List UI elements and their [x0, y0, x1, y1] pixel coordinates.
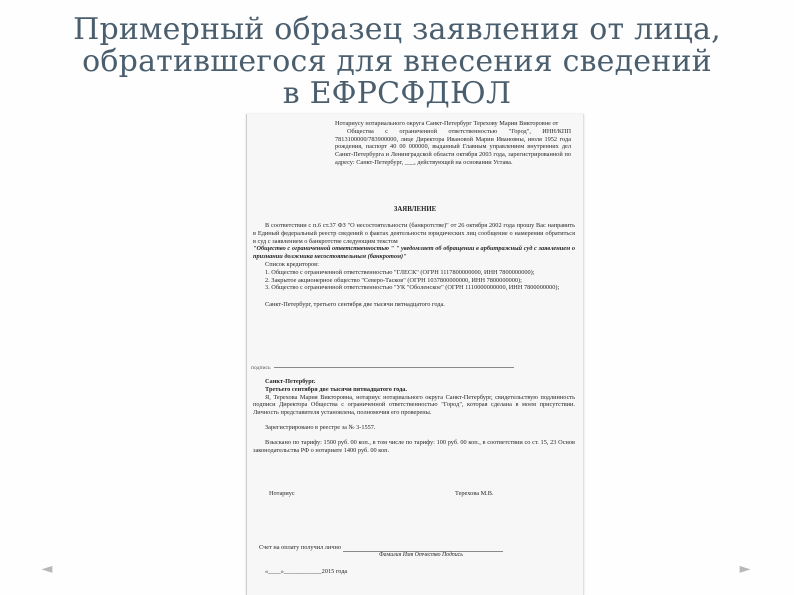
cert-fee: Взыскано по тарифу: 1500 руб. 00 коп., в том числе по тарифу: 100 руб. 00 коп., в соответствии со ст. 15, 23 Основ законодательства РФ о нотариате 1400 руб. 00 коп. [253, 438, 575, 454]
notary-signature-row [269, 490, 569, 498]
payment-label: Счет на оплату получил лично [259, 544, 342, 551]
slide-title-line: обратившегося для внесения сведений [82, 44, 712, 79]
previous-slide-icon[interactable]: ◄ [41, 561, 53, 577]
signature-note-line [251, 365, 577, 373]
slide-title [20, 14, 774, 110]
signature-left-label: Нотариус [269, 490, 295, 497]
payment-line [259, 544, 575, 552]
addressee-line: Нотариусу нотариального округа Санкт-Петербург Терехову Марии Викторовне от [335, 120, 559, 127]
notary-certification [253, 378, 575, 454]
slide-title-line: в ЕФРСФДЮЛ [282, 76, 512, 111]
scanned-application-document [246, 114, 584, 595]
document-heading: ЗАЯВЛЕНИЕ [393, 206, 437, 213]
creditor-item: 1. Общество с ограниченной ответственностью "ГЛЕСК" (ОГРН 1117800000000, ИНН 7800000000); [265, 268, 535, 276]
signature-right-name: Терехова М.В. [455, 490, 494, 497]
creditor-item: 2. Закрытое акционерное общество "Северо-Тасков" (ОГРН 1037800000000, ИНН 7800000000); [265, 276, 522, 284]
signature-rule [274, 367, 514, 368]
creditor-list-heading: Список кредиторов: [265, 260, 319, 268]
creditor-item: 3. Общество с ограниченной ответственностью "УК "Оболенское" (ОГРН 1110000000000, ИНН 7800000000); [265, 284, 560, 292]
slide-title-line: Примерный образец заявления от лица, [73, 12, 721, 47]
payment-date-line: «____»____________2015 года [265, 567, 348, 575]
payment-caption: Фамилия Имя Отчество Подпись [379, 551, 463, 558]
body-date: Санкт-Петербург, третьего сентября две тысячи пятнадцатого года. [265, 301, 445, 309]
cert-text: Я, Терехова Мария Викторовна, нотариус нотариального округа Санкт-Петербург, свидетельствую подлинность подписи Директора Общества с ограниченной ответственностью "Город", которая сделана в моем присутствии. Личность представителя установлена, полномочия его проверены. [253, 393, 575, 417]
cert-registry: Зарегистрировано в реестре за № 3-1557. [265, 423, 376, 431]
cert-date: Третьего сентября две тысячи пятнадцатого года. [265, 385, 408, 393]
cert-city: Санкт-Петербург. [265, 378, 316, 385]
next-slide-icon[interactable]: ► [739, 561, 751, 577]
document-addressee [335, 120, 571, 167]
addressee-line: Общества с ограниченной ответственностью "Город", ИНН/КПП 7813100000/783900000, лице Директора Ивановой Марии Ивановны, июля 1952 года рождения, паспорт 40 00 000000, выданный Главным управлением внутренних дел Санкт-Петербурга и Ленинградской области октября 2003 года, зарегистрированной по адресу: Санкт-Петербург, ___, действующей на основании Устава. [335, 127, 571, 166]
body-notice-text: "Общество с ограниченной ответственностью " " уведомляет об обращении в арбитражный суд с заявлением о признании должника несостоятельным (банкротом)" [253, 245, 575, 261]
signature-note-label: подпись [251, 365, 271, 371]
document-body [253, 222, 575, 309]
payment-receipt-block [259, 544, 575, 575]
body-paragraph: В соответствии с п.6 ст.37 ФЗ "О несостоятельности (банкротстве)" от 26 октября 2002 года прошу Вас направить в Единый федеральный реестр сведений о фактах деятельности юридических лиц сообщение о намерении обратиться в суд с заявлением о банкротстве следующим текстом [253, 222, 575, 245]
